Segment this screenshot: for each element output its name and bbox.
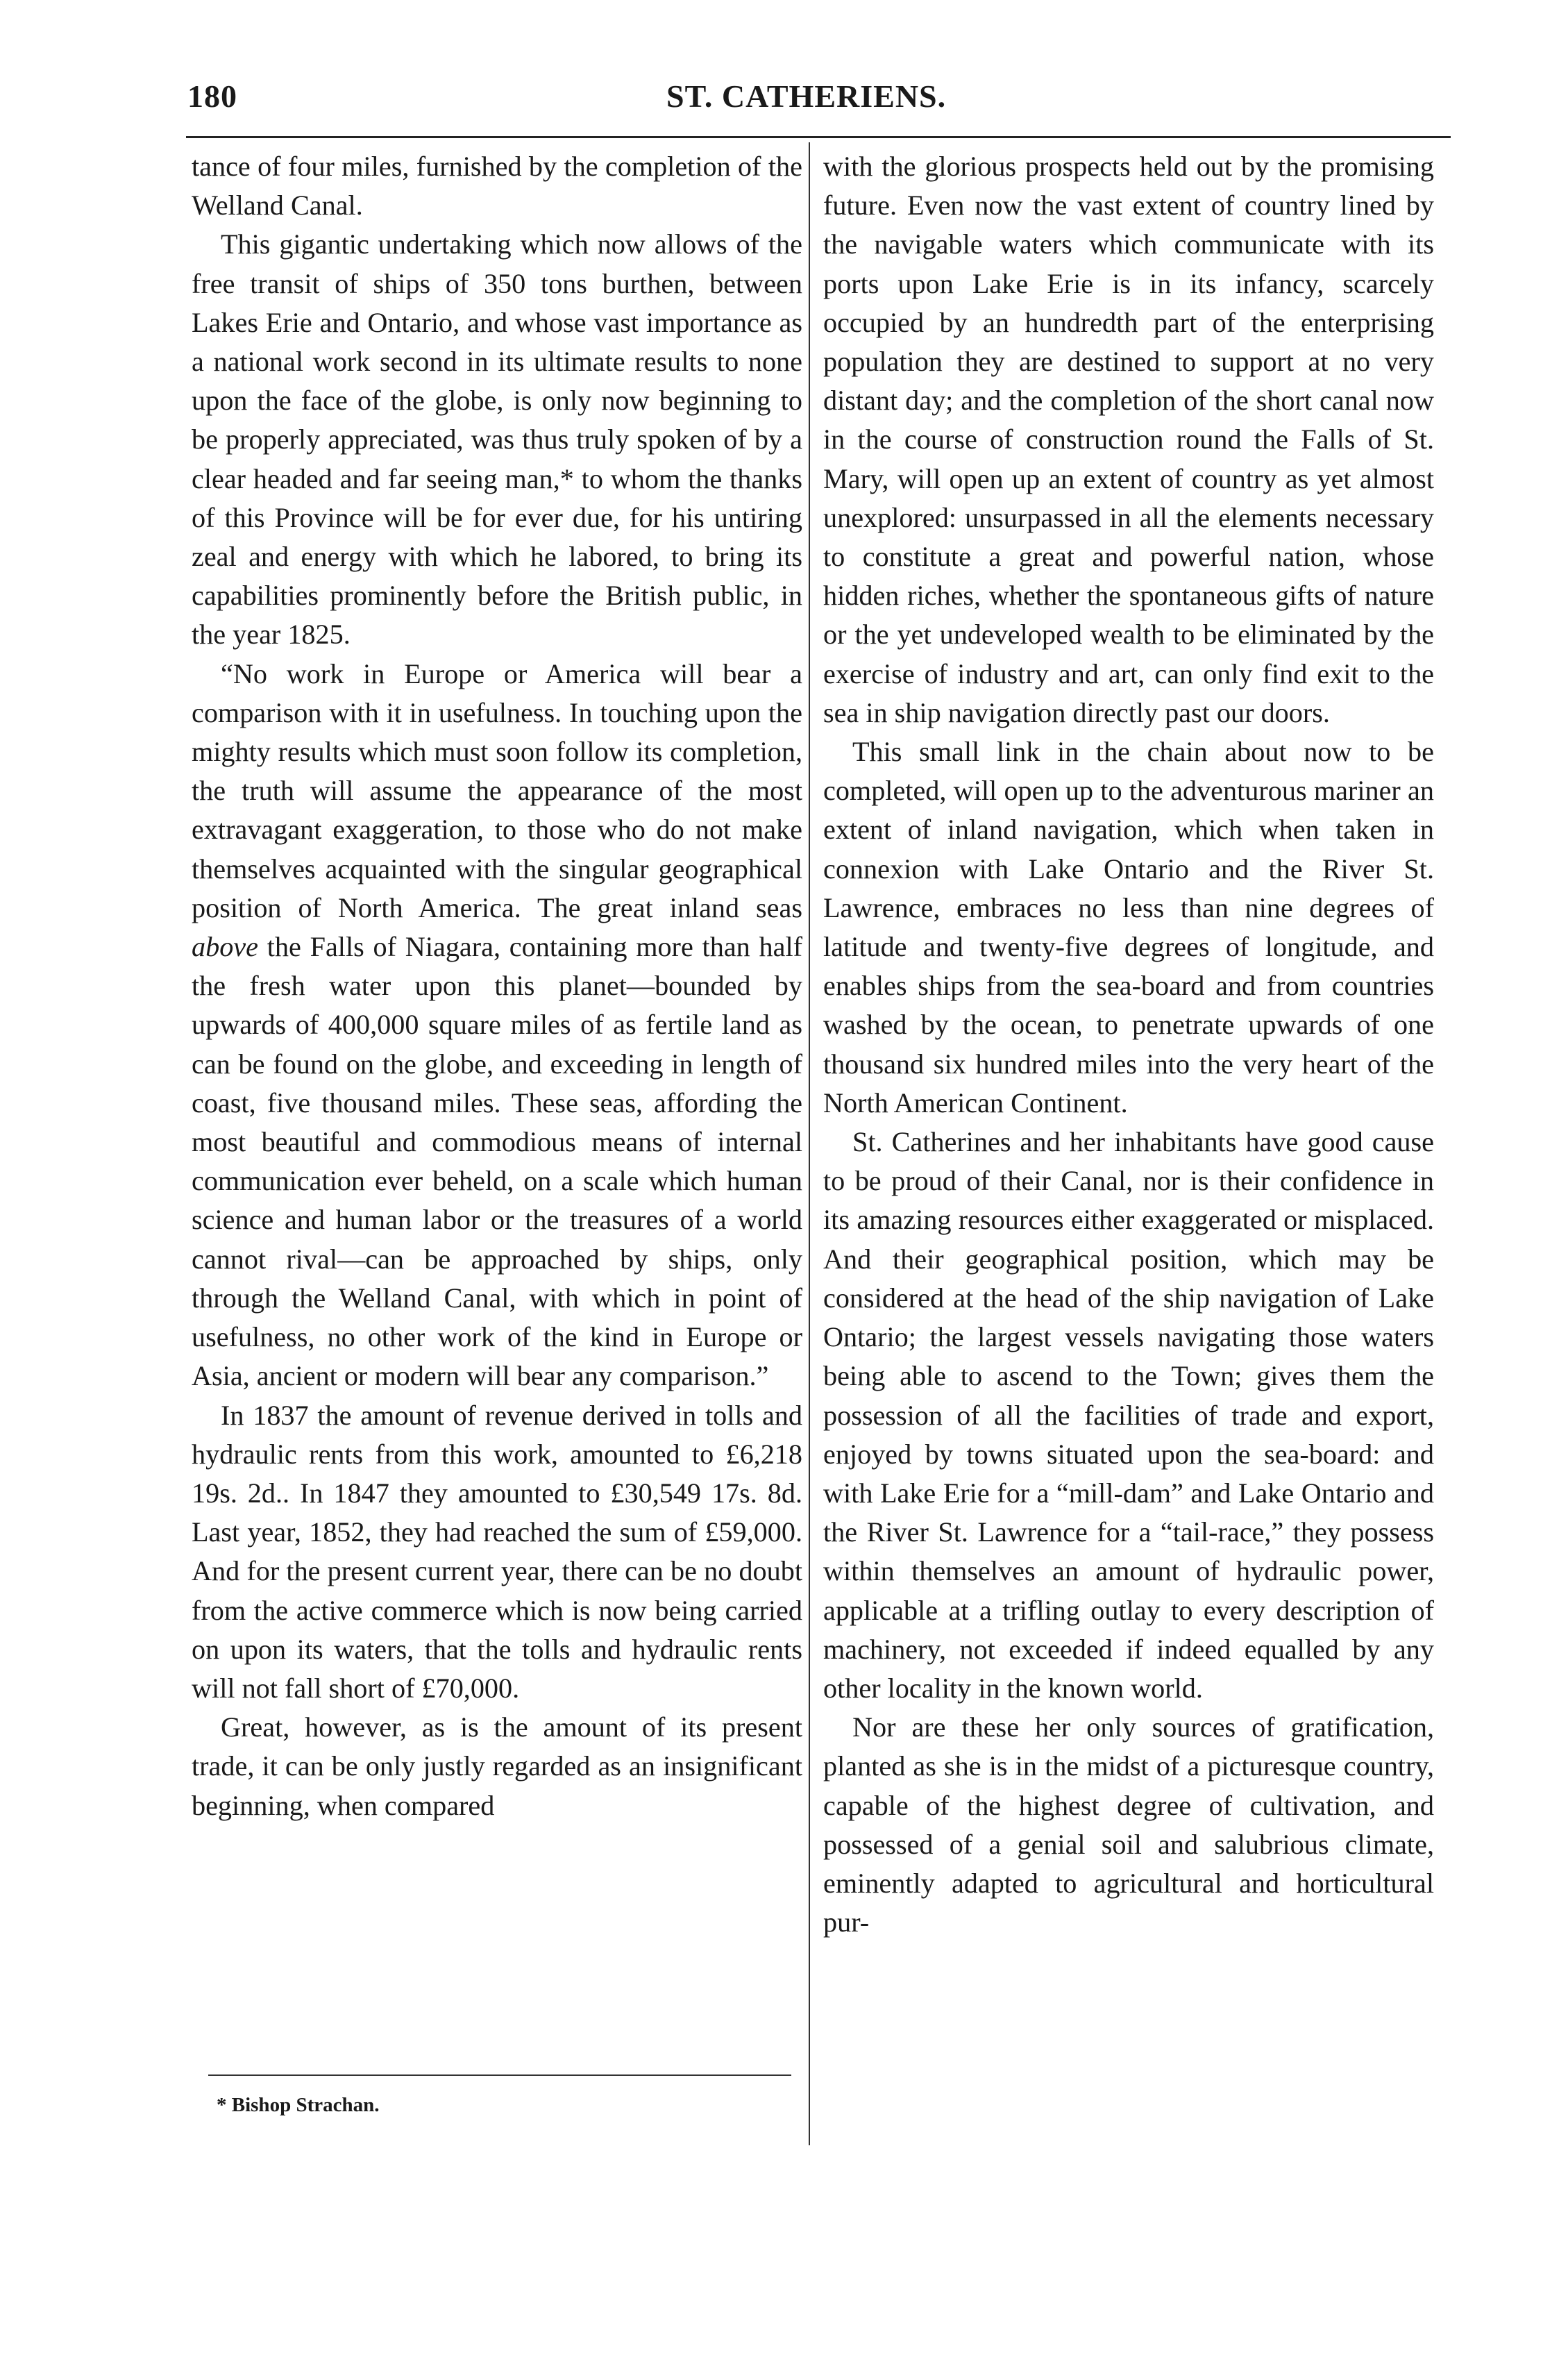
paragraph: with the glorious prospects held out by the promising future. Even now the vast extent of country lined by the navigable waters which communicate with its ports upon Lake Erie is in its infancy, scarcely occupied by an hundredth part of the enterprising population they are destined to support at no very distant day; and the completion of the short canal now in the course of construction round the Falls of St. Mary, will open up an extent of country as yet almost unexplored: unsurpassed in all the elements necessary to constitute a great and powerful nation, whose hidden riches, whether the spontaneous gifts of nature or the yet undeveloped wealth to be eliminated by the exercise of industry and art, can only find exit to the sea in ship navigation directly past our doors. bbox=[823, 151, 1434, 728]
right-column bbox=[823, 147, 1434, 1942]
paragraph: This gigantic undertaking which now allows of the free transit of ships of 350 tons burthen, between Lakes Erie and Ontario, and whose vast importance as a national work second in its ultimate results to none upon the face of the globe, is only now beginning to be properly appreciated, was thus truly spoken of by a clear headed and far seeing man,* to whom the thanks of this Province will be for ever due, for his untiring zeal and energy with which he labored, to bring its capabilities prominently before the British public, in the year 1825. bbox=[192, 228, 802, 651]
paragraph: St. Catherines and her inhabitants have good cause to be proud of their Canal, nor is their confidence in its amazing resources either exaggerated or misplaced. And their geographical position, which may be considered at the head of the ship navigation of Lake Ontario; the largest vessels navigating those waters being able to ascend to the Town; gives them the possession of all the facilities of trade and export, enjoyed by towns situated upon the sea-board: and with Lake Erie for a “mill-dam” and Lake Ontario and the River St. Lawrence for a “tail-race,” they possess within themselves an amount of hydraulic power, applicable at a trifling outlay to every description of machinery, not exceeded if indeed equalled by any other locality in the known world. bbox=[823, 1126, 1434, 1704]
footnote-rule bbox=[208, 2074, 791, 2076]
header-rule bbox=[186, 136, 1451, 138]
paragraph: In 1837 the amount of revenue derived in tolls and hydraulic rents from this work, amounted to £6,218 19s. 2d.. In 1847 they amounted to £30,549 17s. 8d. Last year, 1852, they had reached the sum of £59,000. And for the present current year, there can be no doubt from the active commerce which is now being carried on upon its waters, that the tolls and hydraulic rents will not fall short of £70,000. bbox=[192, 1399, 802, 1704]
quotation-text: “No work in Europe or America will bear a comparison with it in usefulness. In touching upon the mighty results which must soon follow its completion, the truth will assume the appearance of the most extravagant exaggeration, to those who do not make themselves acquainted with the singular geographical position of North America. The great inland seas bbox=[192, 657, 802, 923]
footnote: * Bishop Strachan. bbox=[217, 2094, 380, 2116]
quotation-paragraph bbox=[192, 655, 802, 1396]
quotation-text-continued: the Falls of Niagara, containing more than half the fresh water upon this planet—bounded by upwards of 400,000 square miles of as fertile land as can be found on the globe, and exceeding in length of coast, five thousand miles. These seas, affording the most beautiful and commodious means of internal communication ever beheld, on a scale which human science and human labor or the treasures of a world cannot rival—can be approached by ships, only through the Welland Canal, with which in point of usefulness, no other work of the kind in Europe or Asia, ancient or modern will bear any comparison.” bbox=[192, 931, 802, 1392]
paragraph: This small link in the chain about now to be completed, will open up to the adventurous mariner an extent of inland navigation, which when taken in connexion with Lake Ontario and the River St. Lawrence, embraces no less than nine degrees of latitude and twenty-five degrees of longitude, and enables ships from the sea-board and from countries washed by the ocean, to penetrate upwards of one thousand six hundred miles into the very heart of the North American Continent. bbox=[823, 736, 1434, 1118]
paragraph: tance of four miles, furnished by the completion of the Welland Canal. bbox=[192, 151, 802, 221]
italic-word: above bbox=[192, 931, 258, 963]
column-divider bbox=[809, 142, 810, 2145]
left-column bbox=[192, 147, 802, 1825]
page-number: 180 bbox=[187, 78, 237, 114]
paragraph: Great, however, as is the amount of its present trade, it can be only justly regarded as an insignificant beginning, when compared bbox=[192, 1711, 802, 1821]
paragraph: Nor are these her only sources of gratification, planted as she is in the midst of a picturesque country, capable of the highest degree of cultivation, and possessed of a genial soil and salubrious climate, eminently adapted to agricultural and horticultural pur- bbox=[823, 1711, 1434, 1938]
running-head: ST. CATHERIENS. bbox=[666, 78, 947, 114]
